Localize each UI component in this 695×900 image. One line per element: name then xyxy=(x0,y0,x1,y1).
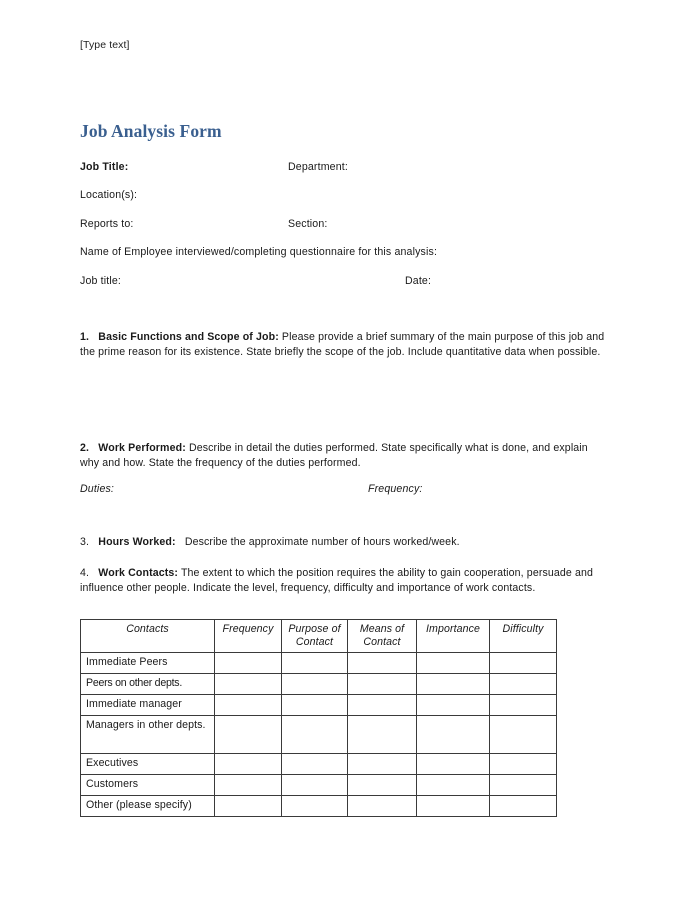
column-header-frequency: Frequency xyxy=(215,620,282,653)
frequency-label: Frequency: xyxy=(368,483,423,495)
column-header-purpose-of-contact: Purpose of Contact xyxy=(282,620,348,653)
cell-means[interactable] xyxy=(348,716,417,754)
department-label: Department: xyxy=(288,161,348,173)
section-3-number: 3. xyxy=(80,536,90,548)
job-title-label: Job Title: xyxy=(80,161,129,173)
column-header-means-of-contact: Means of Contact xyxy=(348,620,417,653)
page-title: Job Analysis Form xyxy=(80,121,222,141)
section-3-heading: Hours Worked: xyxy=(98,536,176,548)
section-4-number: 4. xyxy=(80,567,90,579)
cell-frequency[interactable] xyxy=(215,674,282,695)
cell-frequency[interactable] xyxy=(215,695,282,716)
section-work-performed xyxy=(80,441,610,470)
column-header-contacts: Contacts xyxy=(81,620,215,653)
cell-importance[interactable] xyxy=(417,716,490,754)
row-label-managers-in-other-depts: Managers in other depts. xyxy=(81,716,215,754)
cell-purpose[interactable] xyxy=(282,754,348,775)
cell-means[interactable] xyxy=(348,653,417,674)
section-hours-worked xyxy=(80,535,610,550)
table-row xyxy=(81,674,557,695)
section-2-heading: Work Performed: xyxy=(98,442,186,454)
cell-importance[interactable] xyxy=(417,796,490,817)
cell-means[interactable] xyxy=(348,775,417,796)
column-header-difficulty: Difficulty xyxy=(490,620,557,653)
field-row-location xyxy=(80,188,610,202)
section-basic-functions xyxy=(80,330,610,359)
cell-frequency[interactable] xyxy=(215,754,282,775)
cell-difficulty[interactable] xyxy=(490,775,557,796)
cell-purpose[interactable] xyxy=(282,653,348,674)
cell-purpose[interactable] xyxy=(282,695,348,716)
header-placeholder-text[interactable]: [Type text] xyxy=(80,39,130,51)
work-contacts-table-wrapper xyxy=(80,619,556,817)
table-row xyxy=(81,695,557,716)
section-1-number: 1. xyxy=(80,331,90,343)
cell-purpose[interactable] xyxy=(282,796,348,817)
table-row xyxy=(81,653,557,674)
cell-means[interactable] xyxy=(348,695,417,716)
cell-importance[interactable] xyxy=(417,754,490,775)
column-header-importance: Importance xyxy=(417,620,490,653)
section-label: Section: xyxy=(288,218,328,230)
duties-frequency-labels xyxy=(80,482,610,496)
cell-frequency[interactable] xyxy=(215,775,282,796)
section-2-number: 2. xyxy=(80,442,90,454)
cell-difficulty[interactable] xyxy=(490,716,557,754)
field-row-reports-to-section xyxy=(80,217,610,231)
section-4-body: The extent to which the position requires the ability to gain cooperation, persuade and influence other people. Indicate the level, frequency, difficulty and importance of work contacts. xyxy=(80,567,594,594)
cell-frequency[interactable] xyxy=(215,653,282,674)
section-work-contacts xyxy=(80,566,610,595)
table-row xyxy=(81,754,557,775)
job-title-secondary-label: Job title: xyxy=(80,275,121,287)
section-1-body: Please provide a brief summary of the main purpose of this job and the prime reason for its existence. State briefly the scope of the job. Include quantitative data when possible. xyxy=(80,331,605,358)
cell-importance[interactable] xyxy=(417,775,490,796)
cell-difficulty[interactable] xyxy=(490,796,557,817)
work-contacts-table xyxy=(80,619,557,817)
table-row xyxy=(81,716,557,754)
field-row-name-of-employee xyxy=(80,245,610,259)
cell-difficulty[interactable] xyxy=(490,653,557,674)
reports-to-label: Reports to: xyxy=(80,218,134,230)
cell-difficulty[interactable] xyxy=(490,695,557,716)
row-label-other-please-specify: Other (please specify) xyxy=(81,796,215,817)
row-label-peers-on-other-depts: Peers on other depts. xyxy=(81,674,215,695)
cell-frequency[interactable] xyxy=(215,796,282,817)
row-label-customers: Customers xyxy=(81,775,215,796)
cell-importance[interactable] xyxy=(417,695,490,716)
field-row-job-title-department xyxy=(80,160,610,174)
cell-means[interactable] xyxy=(348,796,417,817)
duties-label: Duties: xyxy=(80,483,115,495)
table-row xyxy=(81,775,557,796)
cell-purpose[interactable] xyxy=(282,674,348,695)
date-label: Date: xyxy=(405,275,432,287)
cell-purpose[interactable] xyxy=(282,775,348,796)
section-2-body: Describe in detail the duties performed. State specifically what is done, and explain why and how. State the frequency of the duties performed. xyxy=(80,442,588,469)
section-3-body: Describe the approximate number of hours worked/week. xyxy=(184,536,460,548)
row-label-immediate-manager: Immediate manager xyxy=(81,695,215,716)
cell-means[interactable] xyxy=(348,754,417,775)
cell-difficulty[interactable] xyxy=(490,754,557,775)
cell-frequency[interactable] xyxy=(215,716,282,754)
cell-means[interactable] xyxy=(348,674,417,695)
field-row-job-title-date xyxy=(80,274,610,288)
cell-purpose[interactable] xyxy=(282,716,348,754)
row-label-immediate-peers: Immediate Peers xyxy=(81,653,215,674)
table-header-row xyxy=(81,620,557,653)
cell-difficulty[interactable] xyxy=(490,674,557,695)
row-label-executives: Executives xyxy=(81,754,215,775)
section-1-heading: Basic Functions and Scope of Job: xyxy=(98,331,279,343)
location-label: Location(s): xyxy=(80,189,138,201)
name-of-employee-label: Name of Employee interviewed/completing questionnaire for this analysis: xyxy=(80,246,438,258)
cell-importance[interactable] xyxy=(417,674,490,695)
section-4-heading: Work Contacts: xyxy=(98,567,179,579)
table-row xyxy=(81,796,557,817)
cell-importance[interactable] xyxy=(417,653,490,674)
